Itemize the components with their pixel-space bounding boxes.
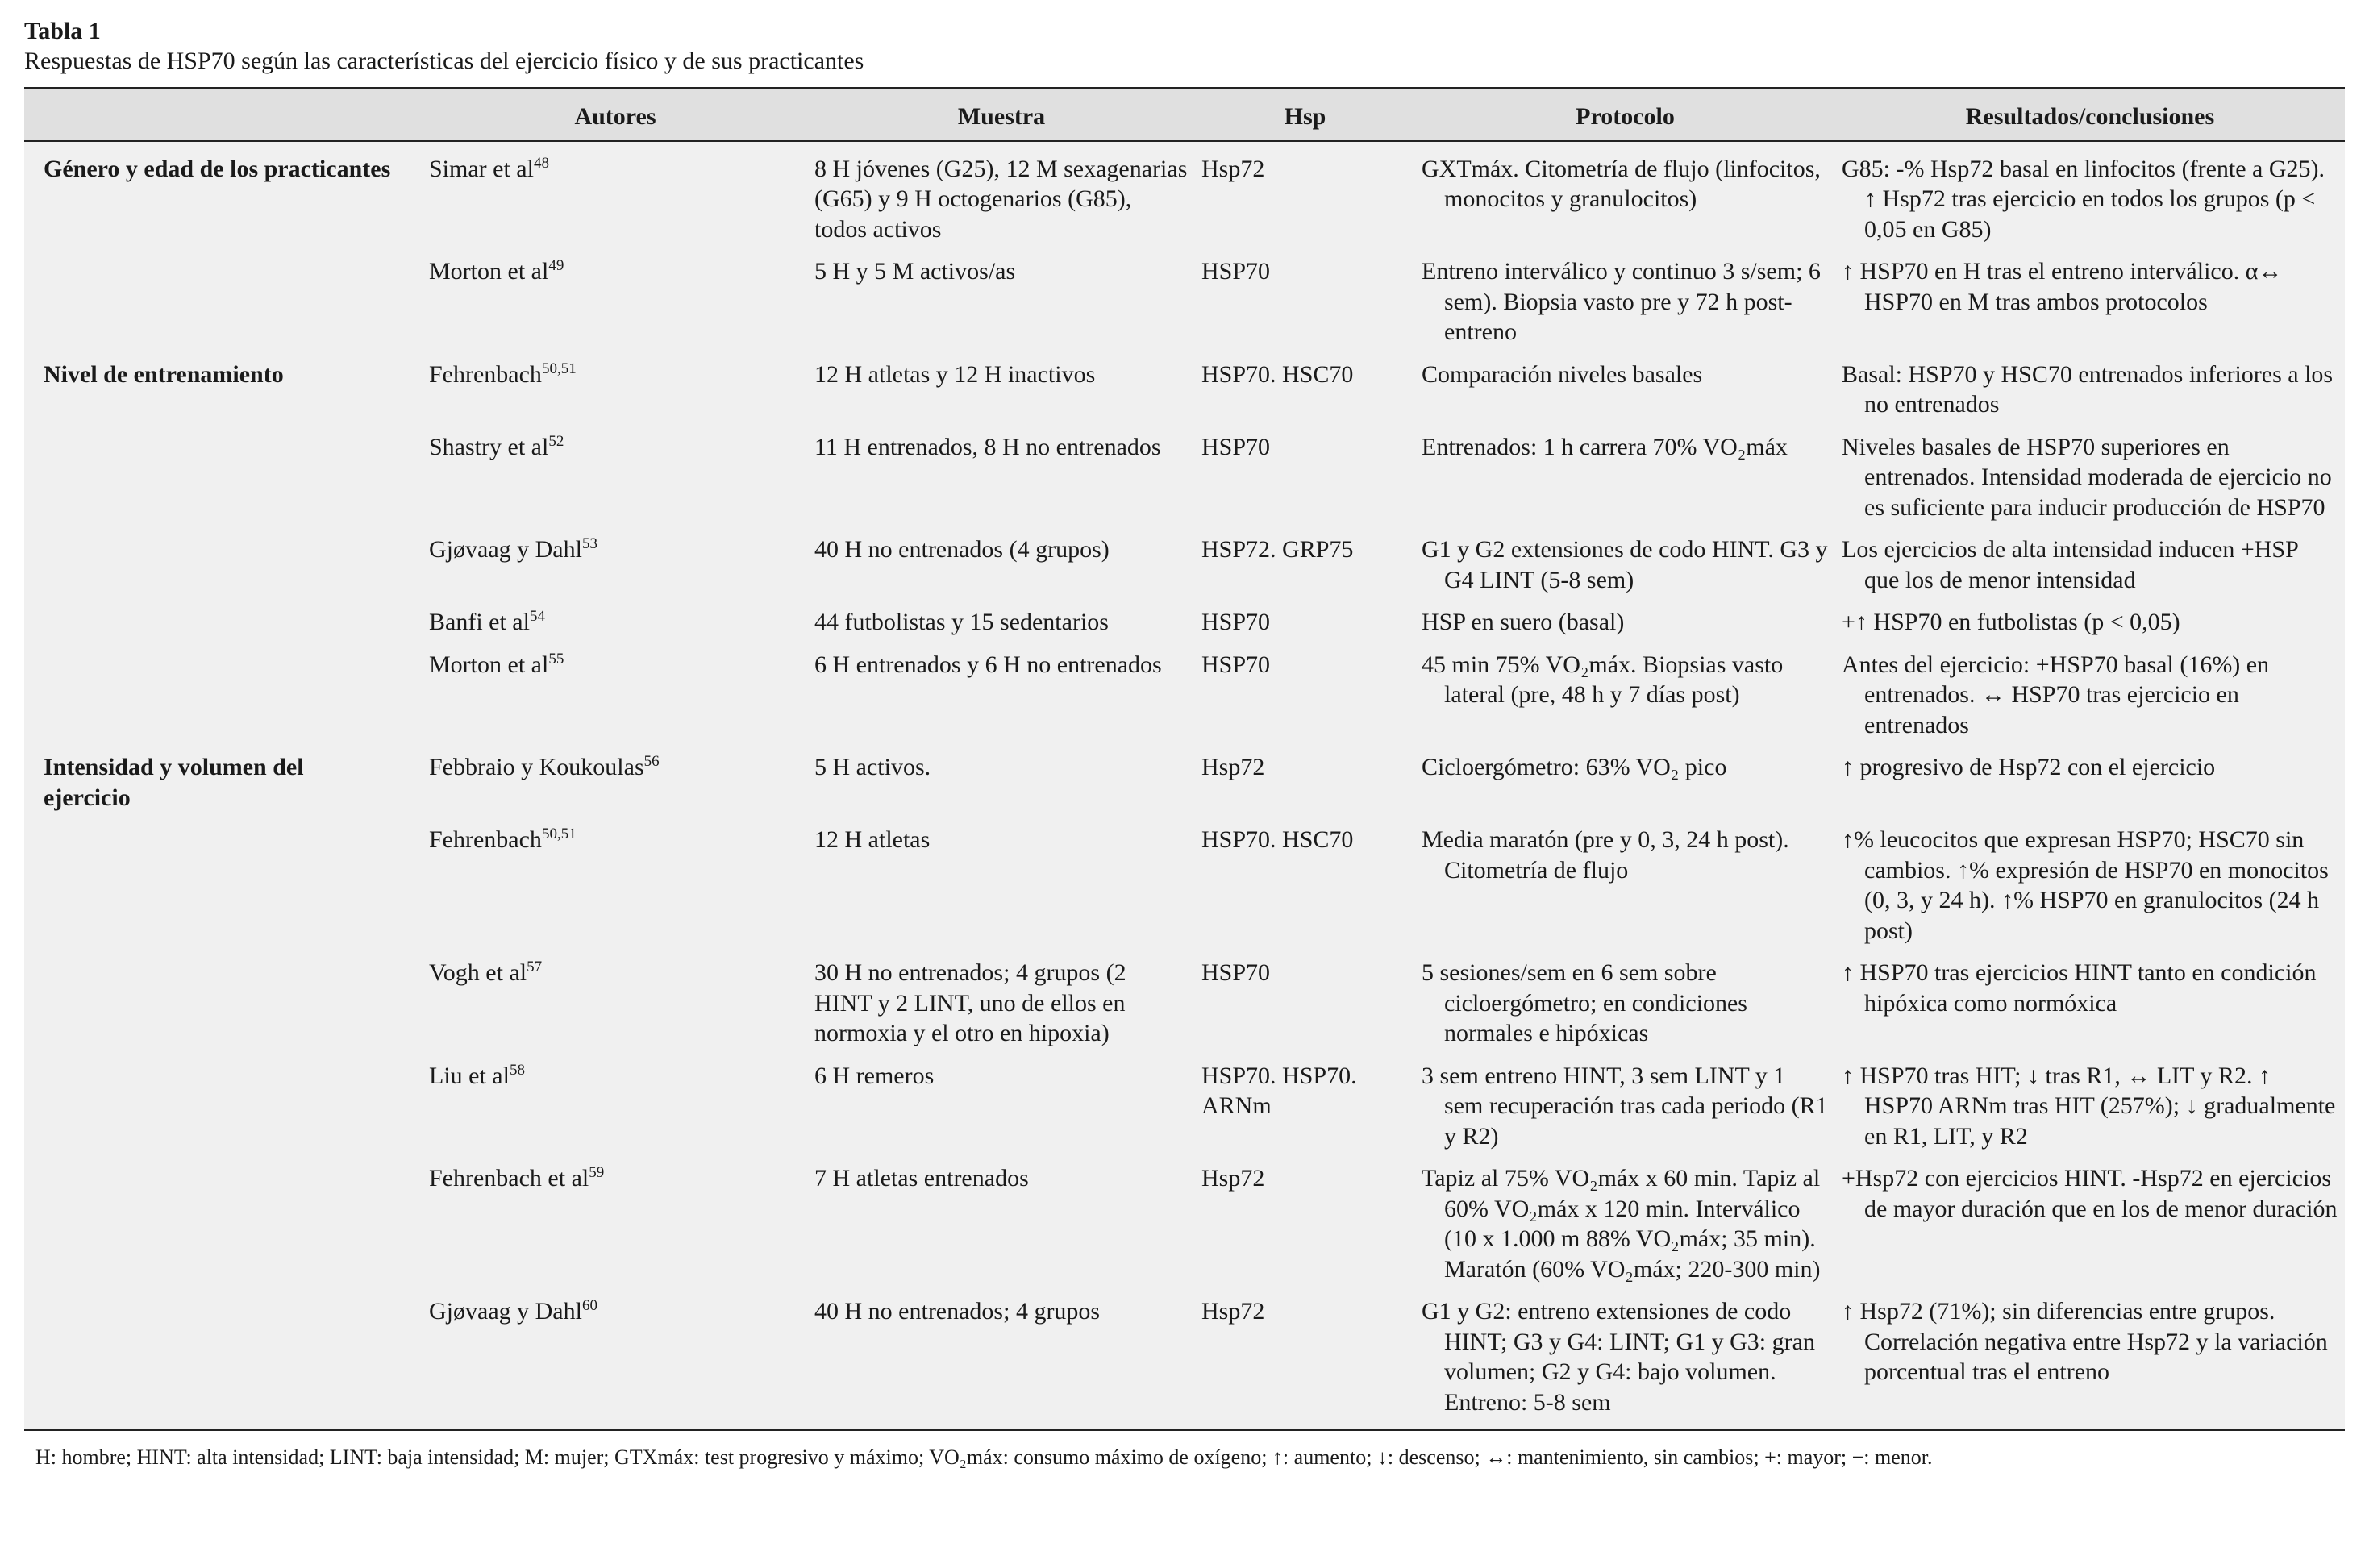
sample-cell: 44 futbolistas y 15 sedentarios: [814, 609, 1109, 635]
sample-cell: 8 H jóvenes (G25), 12 M sexagenarias (G65) y 9 H octogenarios (G85), todos activos: [814, 155, 1188, 243]
hsp-cell: Hsp72: [1201, 155, 1265, 182]
reference-number: 52: [548, 432, 564, 450]
author-name: Morton et al: [429, 651, 549, 678]
results-cell: Niveles basales de HSP70 superiores en entrenados. Intensidad moderada de ejercicio no es suficiente para inducir producción de HSP70: [1842, 433, 2332, 521]
sample-cell: 7 H atletas entrenados: [814, 1165, 1029, 1192]
results-cell: Los ejercicios de alta intensidad inducen +HSP que los de menor intensidad: [1842, 536, 2298, 593]
header-hsp: Hsp: [1195, 88, 1415, 141]
author-cell: [423, 607, 808, 650]
author-name: Fehrenbach: [429, 360, 542, 388]
hsp-cell: HSP70. HSC70: [1201, 826, 1354, 853]
author-name: Liu et al: [429, 1062, 510, 1089]
category-cell: [24, 958, 423, 1061]
category-cell: [24, 534, 423, 607]
results-cell: ↑ HSP70 tras HIT; ↓ tras R1, ↔ LIT y R2. ↑ HSP70 ARNm tras HIT (257%); ↓ gradualmente en R1, LIT, y R2: [1842, 1062, 2336, 1150]
protocol-cell: Entreno interválico y continuo 3 s/sem; 6 sem). Biopsia vasto pre y 72 h post-entreno: [1422, 258, 1821, 345]
category-cell: Género y edad de los practicantes: [44, 155, 391, 182]
table-row: [24, 432, 2345, 535]
author-name: Gjøvaag y Dahl: [429, 1298, 582, 1325]
author-name: Fehrenbach et al: [429, 1165, 589, 1192]
results-cell: +↑ HSP70 en futbolistas (p < 0,05): [1842, 609, 2180, 635]
header-resultados: Resultados/conclusiones: [1835, 88, 2345, 141]
sample-cell: 5 H activos.: [814, 754, 931, 780]
table-header-row: [24, 88, 2345, 141]
protocol-cell: G1 y G2: entreno extensiones de codo HINT; G3 y G4: LINT; G1 y G3: gran volumen; G2 y G4: bajo volumen. Entreno: 5-8 sem: [1415, 1296, 1835, 1430]
sample-cell: 6 H entrenados y 6 H no entrenados: [814, 651, 1162, 678]
hsp-cell: HSP70: [1201, 258, 1271, 285]
protocol-cell: 45 min 75% VO₂máx. Biopsias vasto lateral (pre, 48 h y 7 días post): [1422, 651, 1784, 708]
table-row: [24, 607, 2345, 650]
hsp-cell: Hsp72: [1201, 754, 1265, 780]
table-row: [24, 360, 2345, 432]
hsp-cell: HSP70: [1201, 959, 1271, 986]
category-cell: [24, 256, 423, 360]
results-cell: ↑ progresivo de Hsp72 con el ejercicio: [1842, 754, 2216, 780]
hsp-cell: HSP72. GRP75: [1201, 536, 1354, 563]
category-cell: [24, 1296, 423, 1430]
protocol-cell: GXTmáx. Citometría de flujo (linfocitos, monocitos y granulocitos): [1422, 155, 1821, 212]
author-cell: [423, 1163, 808, 1296]
protocol-cell: HSP en suero (basal): [1422, 609, 1625, 635]
header-autores: Autores: [423, 88, 808, 141]
protocol-cell: G1 y G2 extensiones de codo HINT. G3 y G4 LINT (5-8 sem): [1422, 536, 1828, 593]
reference-number: 48: [533, 154, 549, 172]
author-cell: [423, 958, 808, 1061]
table-footnote: H: hombre; HINT: alta intensidad; LINT: baja intensidad; M: mujer; GTXmáx: test progresivo y máximo; VO₂máx: consumo máximo de oxígeno; ↑: aumento; ↓: descenso; ↔: mantenimiento, sin cambios; +: mayor; −: menor.: [35, 1445, 1933, 1469]
sample-cell: 40 H no entrenados (4 grupos): [814, 536, 1110, 563]
results-cell: ↑ HSP70 en H tras el entreno interválico. α↔ HSP70 en M tras ambos protocolos: [1842, 258, 2283, 315]
author-name: Morton et al: [429, 258, 549, 285]
table-row: [24, 141, 2345, 257]
category-cell: [24, 432, 423, 535]
table-row: [24, 256, 2345, 360]
sample-cell: 12 H atletas: [814, 826, 931, 853]
header-muestra: Muestra: [808, 88, 1195, 141]
sample-cell: 12 H atletas y 12 H inactivos: [814, 360, 1096, 388]
author-name: Banfi et al: [429, 609, 530, 635]
hsp-cell: Hsp72: [1195, 1296, 1415, 1430]
author-cell: [423, 752, 808, 825]
table-row: [24, 1061, 2345, 1164]
author-cell: [423, 141, 808, 257]
table-row: [24, 752, 2345, 825]
results-cell: ↑ Hsp72 (71%); sin diferencias entre grupos. Correlación negativa entre Hsp72 y la variación porcentual tras el entreno: [1835, 1296, 2345, 1430]
category-cell: [24, 1061, 423, 1164]
hsp-cell: HSP70. HSP70. ARNm: [1201, 1062, 1357, 1119]
reference-number: 56: [643, 753, 660, 770]
protocol-cell: 5 sesiones/sem en 6 sem sobre cicloergómetro; en condiciones normales e hipóxicas: [1422, 959, 1747, 1046]
protocol-cell: Comparación niveles basales: [1422, 360, 1703, 388]
table-row: [24, 1163, 2345, 1296]
sample-cell: 30 H no entrenados; 4 grupos (2 HINT y 2 LINT, uno de ellos en normoxia y el otro en hipoxia): [814, 959, 1126, 1046]
author-name: Gjøvaag y Dahl: [429, 536, 582, 563]
results-cell: +Hsp72 con ejercicios HINT. -Hsp72 en ejercicios de mayor duración que en los de menor duración: [1842, 1165, 2338, 1222]
header-category: [24, 88, 423, 141]
results-cell: ↑ HSP70 tras ejercicios HINT tanto en condición hipóxica como normóxica: [1842, 959, 2317, 1017]
results-cell: Basal: HSP70 y HSC70 entrenados inferiores a los no entrenados: [1842, 360, 2334, 418]
table-row: [24, 825, 2345, 958]
author-name: Vogh et al: [429, 959, 527, 986]
reference-number: 58: [509, 1061, 525, 1079]
reference-number: 57: [527, 959, 543, 975]
table-row: [24, 958, 2345, 1061]
author-cell: [423, 360, 808, 432]
hsp-cell: HSP70: [1201, 433, 1271, 460]
author-cell: [423, 825, 808, 958]
author-name: Febbraio y Koukoulas: [429, 754, 644, 780]
reference-number: 50,51: [541, 826, 577, 842]
category-cell: [24, 650, 423, 753]
hsp-cell: HSP70: [1201, 609, 1271, 635]
category-cell: [24, 825, 423, 958]
reference-number: 54: [529, 608, 545, 625]
category-cell: [24, 607, 423, 650]
category-cell: Nivel de entrenamiento: [44, 360, 284, 388]
results-cell: Antes del ejercicio: +HSP70 basal (16%) en entrenados. ↔ HSP70 tras ejercicio en entrenados: [1842, 651, 2270, 738]
author-cell: [423, 1061, 808, 1164]
sample-cell: 6 H remeros: [814, 1062, 935, 1089]
protocol-cell: 3 sem entreno HINT, 3 sem LINT y 1 sem recuperación tras cada periodo (R1 y R2): [1422, 1062, 1828, 1150]
hsp-cell: HSP70: [1201, 651, 1271, 678]
header-protocolo: Protocolo: [1415, 88, 1835, 141]
author-cell: [423, 432, 808, 535]
protocol-cell: Entrenados: 1 h carrera 70% VO₂máx: [1422, 433, 1788, 460]
sample-cell: 11 H entrenados, 8 H no entrenados: [814, 433, 1161, 460]
results-cell: G85: -% Hsp72 basal en linfocitos (frente a G25). ↑ Hsp72 tras ejercicio en todos los grupos (p < 0,05 en G85): [1842, 155, 2325, 243]
author-cell: [423, 650, 808, 753]
protocol-cell: Cicloergómetro: 63% VO₂ pico: [1422, 754, 1727, 780]
table-row: [24, 650, 2345, 753]
reference-number: 49: [548, 257, 564, 274]
sample-cell: 5 H y 5 M activos/as: [814, 258, 1016, 285]
table-label: Tabla 1: [24, 18, 101, 44]
sample-cell: 40 H no entrenados; 4 grupos: [808, 1296, 1195, 1430]
author-name: Simar et al: [429, 155, 534, 182]
author-name: Fehrenbach: [429, 826, 542, 853]
author-cell: [423, 1296, 808, 1430]
reference-number: 60: [581, 1297, 597, 1314]
results-cell: ↑% leucocitos que expresan HSP70; HSC70 sin cambios. ↑% expresión de HSP70 en monocitos (0, 3, y 24 h). ↑% HSP70 en granulocitos (24 h post): [1842, 826, 2329, 944]
protocol-cell: Tapiz al 75% VO₂máx x 60 min. Tapiz al 60% VO₂máx x 120 min. Interválico (10 x 1.000 m 88% VO₂máx; 35 min). Maratón (60% VO₂máx; 220-300 min): [1422, 1165, 1821, 1283]
table-document: [24, 18, 2345, 1471]
results-table: [24, 87, 2345, 1431]
table-caption: Respuestas de HSP70 según las características del ejercicio físico y de sus practicantes: [24, 48, 864, 74]
reference-number: 55: [548, 650, 564, 668]
category-cell: [24, 1163, 423, 1296]
reference-number: 53: [581, 535, 597, 552]
author-name: Shastry et al: [429, 433, 549, 460]
protocol-cell: Media maratón (pre y 0, 3, 24 h post). Citometría de flujo: [1422, 826, 1789, 884]
table-row: [24, 534, 2345, 607]
hsp-cell: Hsp72: [1201, 1165, 1265, 1192]
reference-number: 50,51: [541, 360, 577, 377]
hsp-cell: HSP70. HSC70: [1201, 360, 1354, 388]
reference-number: 59: [589, 1164, 605, 1181]
author-cell: [423, 256, 808, 360]
table-row: [24, 1296, 2345, 1430]
category-cell: Intensidad y volumen del ejercicio: [44, 754, 304, 811]
author-cell: [423, 534, 808, 607]
table-body: [24, 141, 2345, 1431]
